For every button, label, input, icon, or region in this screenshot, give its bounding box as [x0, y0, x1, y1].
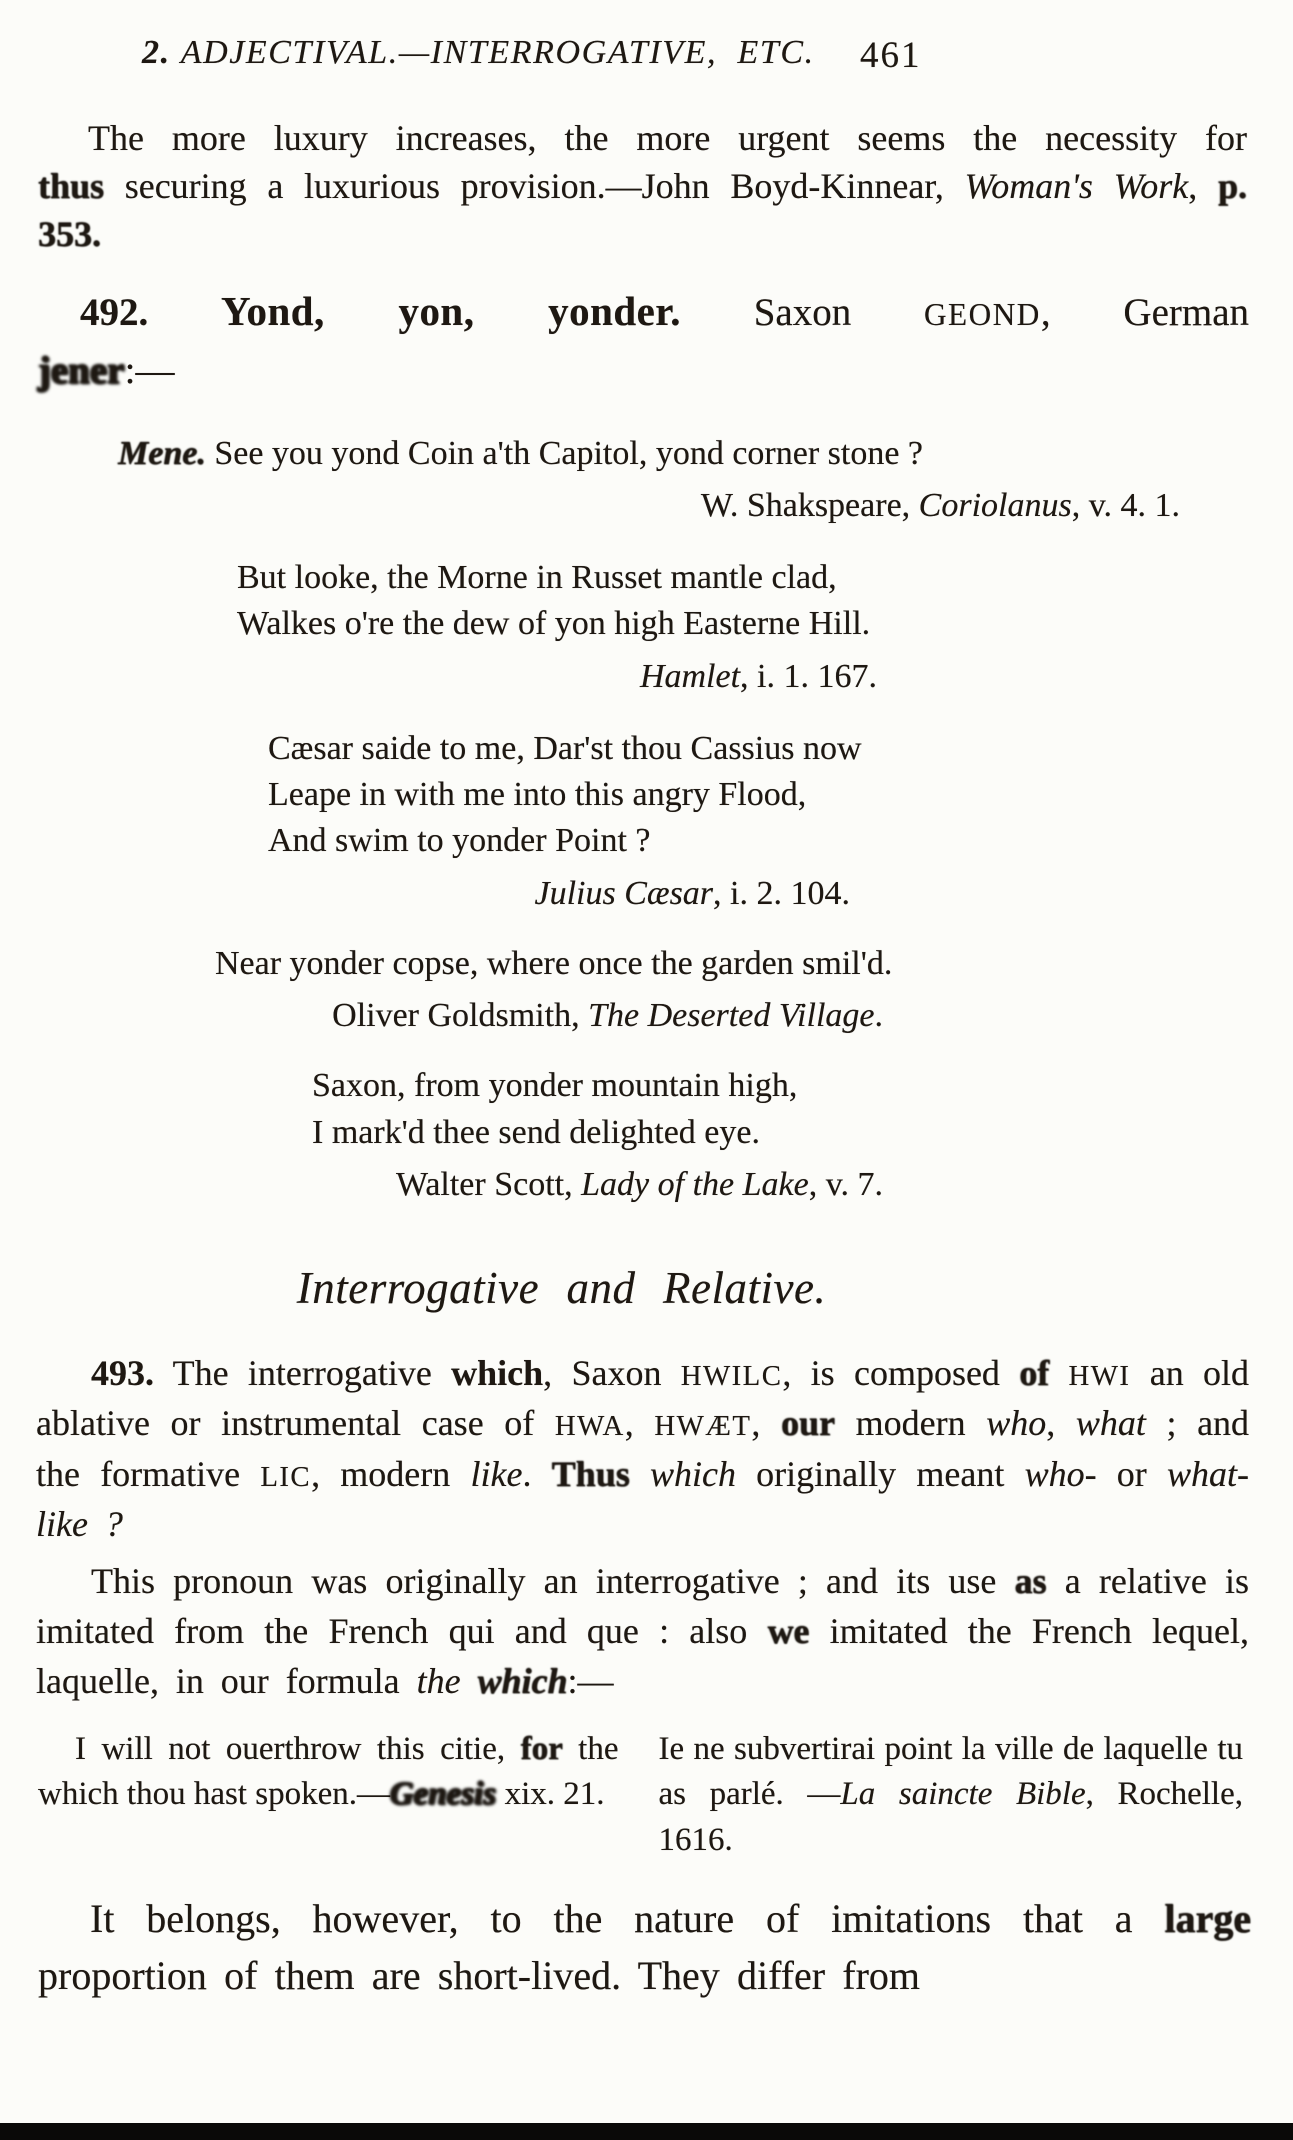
text-run: xix. 21. — [496, 1776, 605, 1813]
chapter-number: 2. — [142, 34, 171, 71]
text-run: modern — [834, 1403, 987, 1444]
smudged-word: for — [520, 1730, 563, 1767]
text-run: , German — [1040, 290, 1250, 334]
text-run: , v. 4. 1. — [1071, 486, 1180, 524]
text-run: , — [751, 1403, 781, 1444]
text-run: ; and the formative — [36, 1403, 1250, 1494]
verse-line: Near yonder copse, where once the garden smil'd. — [215, 944, 893, 982]
section-number: 493. — [91, 1352, 154, 1393]
verse-line: Saxon, from yonder mountain high, — [312, 1067, 798, 1105]
verse-line: And swim to yonder Point ? — [268, 822, 651, 860]
running-head — [0, 34, 1293, 82]
verse-line: Cæsar saide to me, Dar'st thou Cassius now — [268, 729, 862, 767]
bold-term: which — [451, 1352, 544, 1393]
italic-term: which — [649, 1453, 736, 1494]
work-title: La saincte Bible — [840, 1776, 1086, 1813]
smudged-word: thus — [38, 166, 105, 207]
text-run: an old ablative or instrumental case of — [36, 1352, 1250, 1444]
smudged-word: of — [1019, 1352, 1050, 1393]
text-run: Ie ne subvertirai point la ville de laquelle tu as parlé. — — [658, 1730, 1243, 1813]
smallcaps-term: HWÆT — [654, 1410, 752, 1443]
text-run: securing a luxurious provision.—John Boyd-Kinnear, — [104, 166, 965, 207]
smallcaps-term: HWA — [554, 1410, 625, 1443]
heading-line — [38, 281, 1249, 343]
text-run: . — [874, 997, 883, 1035]
text-run: originally meant — [735, 1453, 1025, 1494]
italic-term: who- — [1024, 1453, 1097, 1494]
text-run: , i. 1. 167. — [740, 657, 877, 695]
text-run: Oliver Goldsmith, — [332, 997, 589, 1035]
attribution — [215, 993, 1293, 1039]
text-run: It belongs, however, to the nature of imitations that a — [90, 1896, 1165, 1942]
smudged-work-title: Genesis — [389, 1776, 497, 1813]
text-run: , — [1188, 166, 1218, 207]
quote-line — [118, 431, 1293, 477]
smallcaps-term: LIC — [260, 1460, 312, 1493]
text-run: This pronoun was originally an interrogative ; and its use — [91, 1560, 1015, 1601]
text-run: Saxon — [680, 290, 924, 334]
text-run — [630, 1454, 650, 1494]
text-run: The interrogative — [154, 1352, 452, 1393]
attribution — [268, 871, 1293, 917]
saxon-term: GEOND — [923, 296, 1041, 332]
attribution — [118, 483, 1293, 529]
paragraph-pronoun — [0, 1556, 1293, 1707]
section-number: 492. — [80, 290, 149, 334]
italic-term: like — [470, 1453, 523, 1494]
smudged-italic-word: which — [477, 1661, 568, 1702]
smudged-word: as — [1014, 1560, 1047, 1601]
text-run: , Rochelle, 1616. — [658, 1776, 1243, 1858]
text-run: the which thou hast spoken.— — [38, 1730, 619, 1813]
smallcaps-term: HWILC — [680, 1359, 783, 1392]
section-492-heading — [0, 281, 1293, 401]
text-run: , v. 7. — [808, 1165, 883, 1203]
quotation-coriolanus — [0, 431, 1293, 529]
subsection-heading: Interrogative and Relative. — [296, 1262, 827, 1313]
smudged-word: we — [767, 1610, 810, 1651]
quotation-julius-caesar — [0, 726, 1293, 917]
text-run: :— — [124, 349, 175, 393]
quotation-deserted-village — [0, 941, 1293, 1039]
text-run: , is composed — [782, 1352, 1020, 1393]
text-run: a relative is imitated from the French qui and que : also — [36, 1560, 1249, 1651]
text-run: , — [1046, 1403, 1076, 1444]
italic-term: the — [416, 1661, 478, 1702]
verse-line: But looke, the Morne in Russet mantle clad, — [237, 559, 837, 597]
page-number: 461 — [860, 35, 922, 76]
text-run: See you yond Coin a'th Capitol, yond corner stone ? — [205, 434, 923, 472]
text-run: The more luxury increases, the more urgent seems the necessity for — [88, 118, 1247, 158]
speaker-name: Mene. — [118, 434, 206, 472]
running-title: ADJECTIVAL.—INTERROGATIVE, ETC. — [180, 34, 815, 71]
paragraph-493 — [0, 1348, 1293, 1550]
text-run: , modern — [311, 1453, 471, 1494]
text-run: imitated the French lequel, laquelle, in our formula — [36, 1610, 1250, 1702]
scan-artifact-bar — [0, 2123, 1293, 2140]
smudged-word: our — [780, 1403, 835, 1444]
column-left-genesis — [38, 1727, 641, 1864]
smallcaps-term: HWI — [1068, 1359, 1131, 1392]
quotation-hamlet — [0, 555, 1293, 700]
text-run: . — [522, 1453, 552, 1494]
verse-line: Leape in with me into this angry Flood, — [268, 776, 807, 814]
text-run: :— — [567, 1661, 614, 1702]
text-run: , — [624, 1403, 655, 1444]
italic-term: who — [986, 1403, 1047, 1444]
work-title: Lady of the Lake — [581, 1165, 809, 1203]
work-title: Coriolanus — [918, 486, 1072, 524]
text-run: or — [1096, 1453, 1167, 1494]
page-reference: p. 353. — [38, 166, 1247, 255]
headword: Yond, yon, yonder. — [221, 288, 681, 334]
text-run — [1049, 1353, 1068, 1393]
text-run: , Saxon — [543, 1352, 681, 1393]
column-right-french-bible — [641, 1727, 1244, 1864]
attribution — [312, 1162, 1293, 1208]
smudged-word: large — [1164, 1896, 1251, 1942]
text-run: Walter Scott, — [395, 1165, 582, 1203]
text-run: proportion of them are short-lived. They differ from — [38, 1953, 921, 1999]
intro-citation — [0, 114, 1293, 259]
italic-term: what — [1075, 1403, 1146, 1444]
german-term-smudged: jener — [38, 349, 125, 393]
verse-line: Walkes o're the dew of yon high Easterne Hill. — [237, 605, 871, 643]
closing-paragraph — [0, 1891, 1293, 2005]
work-title: Hamlet — [639, 657, 741, 695]
verse-line: I mark'd thee send delighted eye. — [312, 1113, 760, 1151]
text-run: , i. 2. 104. — [713, 874, 850, 912]
italic-term: what-like ? — [36, 1453, 1249, 1545]
work-title: Woman's Work — [964, 166, 1189, 207]
smudged-word: Thus — [551, 1453, 630, 1494]
attribution — [237, 654, 1293, 700]
work-title: Julius Cæsar — [534, 874, 714, 912]
text-run: I will not ouerthrow this citie, — [75, 1730, 521, 1767]
text-run: W. Shakspeare, — [700, 486, 919, 524]
work-title: The Deserted Village — [588, 997, 875, 1035]
running-head-text — [142, 34, 815, 72]
quotation-lady-of-the-lake — [0, 1063, 1293, 1208]
parallel-quotations — [0, 1727, 1293, 1864]
